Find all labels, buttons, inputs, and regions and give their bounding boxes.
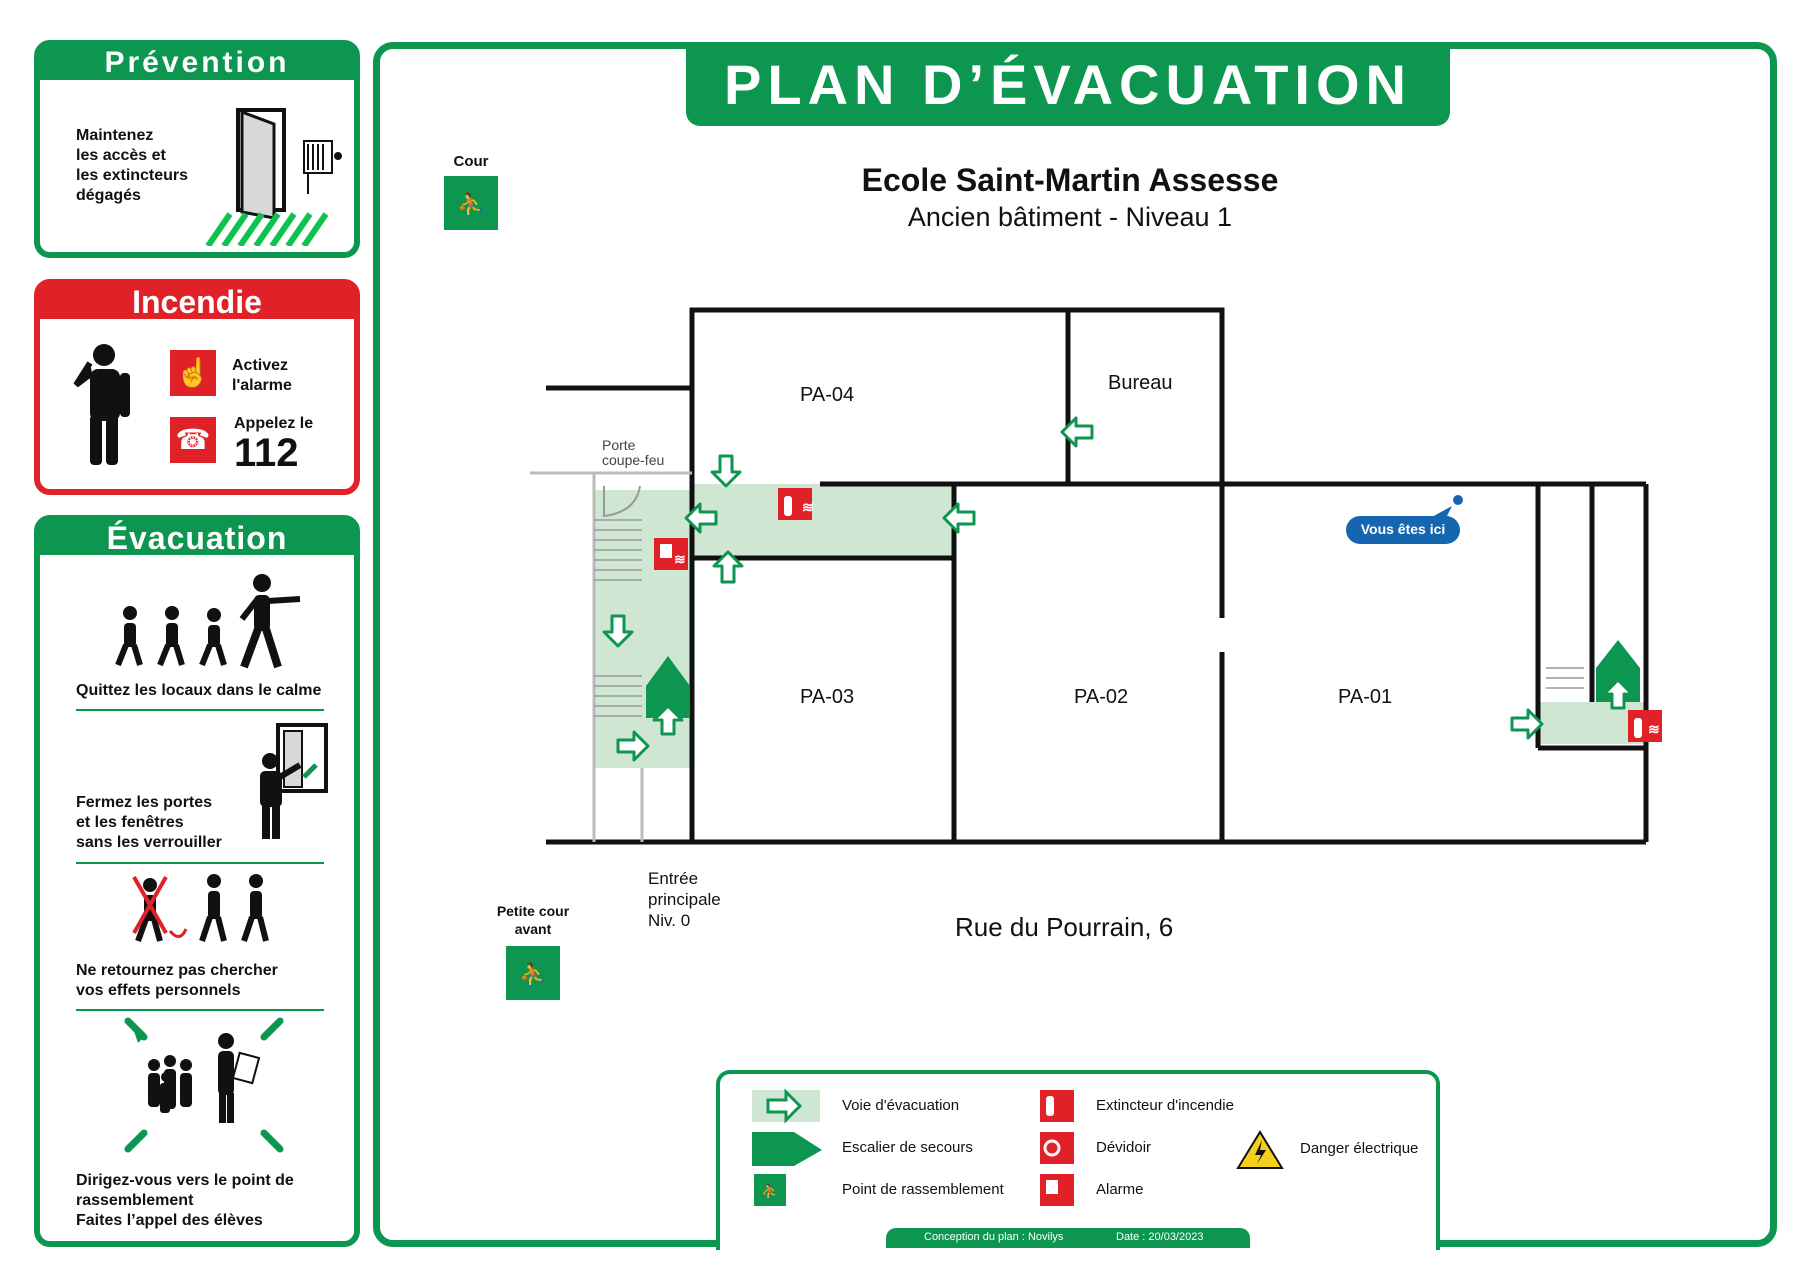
svg-text:⛹: ⛹ [457, 192, 485, 217]
small-front-yard-label: Petite cour avant [496, 903, 570, 937]
cour-label: Cour [453, 153, 489, 170]
fire-door-label: Porte coupe-feu [602, 437, 665, 468]
evac-step3-text: Ne retournez pas chercher vos effets personnels [76, 962, 278, 999]
credits-date: Date : 20/03/2023 [1116, 1231, 1204, 1243]
evac-step1-text: Quittez les locaux dans le calme [76, 682, 322, 699]
street-address: Rue du Pourrain, 6 [955, 912, 1174, 942]
emergency-number: 112 [234, 431, 299, 475]
room-label-pa03: PA-03 [800, 686, 855, 708]
plan-title: PLAN D’ÉVACUATION [724, 53, 1412, 116]
svg-text:≋: ≋ [674, 551, 686, 567]
main-entrance-label: Entrée principale Niv. 0 [648, 869, 721, 930]
room-label-pa02: PA-02 [1074, 686, 1129, 708]
legend-escalier-label: Escalier de secours [842, 1139, 973, 1156]
svg-text:≋: ≋ [1648, 721, 1660, 737]
room-label-pa01: PA-01 [1338, 686, 1393, 708]
credits-conception: Conception du plan : Novilys [924, 1231, 1064, 1243]
prevention-title: Prévention [40, 46, 354, 80]
you-are-here-label: Vous êtes ici [1360, 521, 1446, 537]
legend-voie-label: Voie d'évacuation [842, 1097, 960, 1114]
phone-icon: ☎ [170, 417, 216, 463]
legend-extincteur-label: Extincteur d'incendie [1096, 1097, 1234, 1114]
incendie-title: Incendie [40, 285, 354, 319]
building-subtitle: Ancien bâtiment - Niveau 1 [907, 202, 1233, 232]
svg-text:⛹: ⛹ [519, 962, 547, 987]
legend-escape-stair [752, 1132, 822, 1166]
svg-text:≋: ≋ [802, 499, 814, 515]
prevention-text: Maintenez les accès et les extincteurs dégagés [76, 127, 189, 204]
evac-step4-text: Dirigez-vous vers le point de rassemblement Faites l’appel des élèves [76, 1172, 294, 1229]
evac-step2-text: Fermez les portes et les fenêtres sans les verrouiller [76, 794, 222, 851]
legend-rassemblement-label: Point de rassemblement [842, 1181, 1004, 1198]
call-text: Appelez le [234, 415, 314, 432]
legend-alarme-label: Alarme [1096, 1181, 1144, 1198]
room-label-pa04: PA-04 [800, 384, 855, 406]
school-name: Ecole Saint-Martin Assesse [861, 162, 1279, 198]
legend-danger-label: Danger électrique [1300, 1140, 1419, 1157]
evacuation-title: Évacuation [40, 521, 354, 555]
alarm-icon: ☝ [170, 350, 216, 396]
svg-text:⛹: ⛹ [761, 1183, 779, 1199]
room-label-bureau: Bureau [1108, 372, 1173, 394]
legend-extinguisher [1040, 1090, 1074, 1122]
alarm-text: Activez l'alarme [232, 357, 292, 394]
legend-devidoir-label: Dévidoir [1096, 1139, 1152, 1156]
